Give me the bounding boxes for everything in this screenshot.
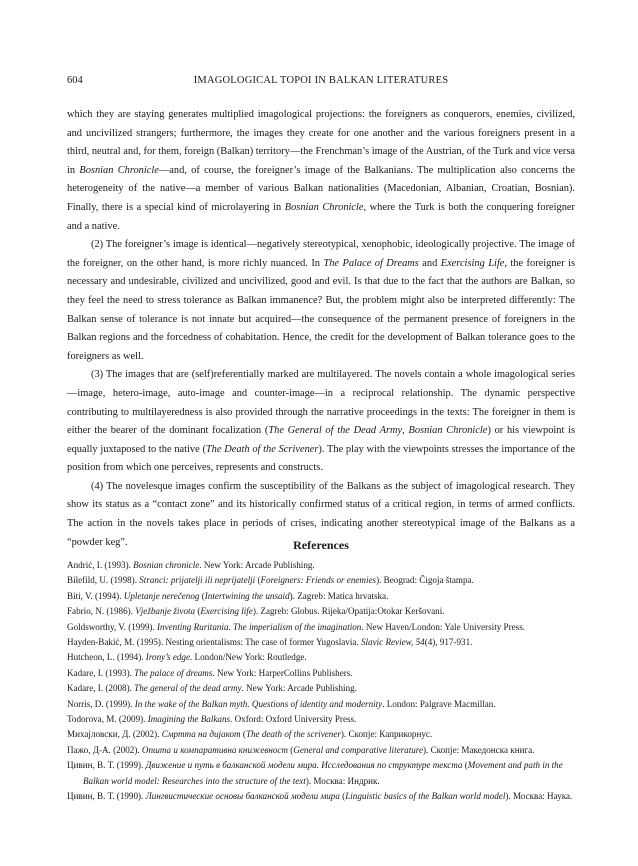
paragraph-3: (3) The images that are (self)referentially marked are multilayered. The novels contain a whole imagological series—image, hetero-image, auto-image and counter-image—in a reciprocal relationship. The dynamic perspective contributing to multilayeredness is also provided through the narrative proceedings in the texts: The foreigner in them is either the bearer of the dominant focalization (The General of the Dead Army, Bosnian Chronicle) or his viewpoint is equally juxtaposed to the native (The Death of the Scrivener). The play with the viewpoints stresses the importance of the position from which one perceives, represents and constructs. <box>67 369 576 474</box>
reference-item: Hutcheon, L. (1994). Irony’s edge. London/New York: Routledge. <box>67 652 307 663</box>
paragraph-4: (4) The novelesque images confirm the susceptibility of the Balkans as the subject of imagological research. They show its status as a “contact zone” and its historically confirmed status of a critical region, in terms of armed conflicts. The action in the novels takes place in periods of crises, indicating another stereotypical image of the Balkans as a “powder keg”. <box>67 480 575 548</box>
reference-item: Biti, V. (1994). Upletanje nerečenog (Intertwining the unsaid). Zagreb: Matica hrvatska. <box>67 590 389 601</box>
reference-item: Михајловски, Д. (2002). Смртта на дијакот (The death of the scrivener). Скопје: Каприкорнус. <box>67 729 433 740</box>
page-number: 604 <box>67 75 83 86</box>
reference-item: Kadare, I. (2008). The general of the dead army. New York: Arcade Publishing. <box>67 683 357 694</box>
references-heading: References <box>293 538 349 552</box>
running-header <box>67 74 575 88</box>
body-text <box>67 106 575 552</box>
reference-item: Andrić, I. (1993). Bosnian chronicle. New York: Arcade Publishing. <box>67 560 315 570</box>
reference-item: Bilefild, U. (1998). Stranci: prijatelji ili neprijatelji (Foreigners: Friends or enemies). Beograd: Čigoja štampa. <box>67 575 474 586</box>
reference-item: Цивин, В. Т. (1999). Движение и путь в балканской модели мира. Исследования по структуре текста (Movement and path in the Balkan world model: Researches into the structure of the text). Москва: Индрик. <box>67 760 563 786</box>
reference-item: Цивин, В. Т. (1990). Лингвистические основы балканской модели мира (Linguistic basics of the Balkan world model). Москва: Наука. <box>67 791 573 802</box>
paragraph-1: which they are staying generates multiplied imagological projections: the foreigners as conquerors, enemies, civilized, and uncivilized strangers; furthermore, the images they create for one another and the various foreigners present in a third, neutral and, for them, foreign (Balkan) territory—the Frenchman’s image of the Austrian, of the Turk and vice versa in Bosnian Chronicle—and, of course, the foreigner’s image of the Balkanians. The multiplication also concerns the heterogeneity of the native—a member of various Balkan nationalities (Macedonian, Albanian, Croatian, Bosnian). Finally, there is a special kind of microlayering in Bosnian Chronicle, where the Turk is both the conquering foreigner and a native. <box>67 109 576 232</box>
running-title: IMAGOLOGICAL TOPOI IN BALKAN LITERATURES <box>193 75 449 86</box>
references-list <box>67 558 575 805</box>
reference-item: Fabrio, N. (1986). Vježbanje života (Exercising life). Zagreb: Globus. Rijeka/Opatija:Otokar Keršovani. <box>67 606 445 617</box>
paragraph-2: (2) The foreigner’s image is identical—negatively stereotypical, xenophobic, ideologically projective. The image of the foreigner, on the other hand, is more richly nuanced. In The Palace of Dreams and Exercising Life, the foreigner is necessary and undesirable, civilized and uncivilized, good and evil. Is that due to the fact that the authors are Balkan, so they feel the need to stress tolerance as Balkan immanence? But, the problem might also be interpreted differently: The Balkan sense of tolerance is not innate but acquired—the consequence of the permanent presence of foreigners in the Balkan regions and the forcedness of cohabitation. Hence, the credit for the development of Balkan tolerance goes to the foreigners as well. <box>67 239 576 362</box>
reference-item: Hayden-Bakić, M. (1995). Nesting orientalisms: The case of former Yugoslavia. Slavic Review, 54(4), 917-931. <box>67 637 473 648</box>
reference-item: Todorova, M. (2009). Imagining the Balkans. Oxford: Oxford University Press. <box>67 714 357 725</box>
reference-item: Goldsworthy, V. (1999). Inventing Ruritania. The imperialism of the imagination. New Haven/London: Yale University Press. <box>67 621 526 632</box>
reference-item: Пажо, Д-А. (2002). Општа и компаративна книжевност (General and comparative literature). Скопје: Македонска книга. <box>67 744 535 755</box>
reference-item: Norris, D. (1999). In the wake of the Balkan myth. Questions of identity and modernity. London: Palgrave Macmillan. <box>67 698 496 709</box>
reference-item: Kadare, I. (1993). The palace of dreams. New York: HarperCollins Publishers. <box>67 667 353 678</box>
